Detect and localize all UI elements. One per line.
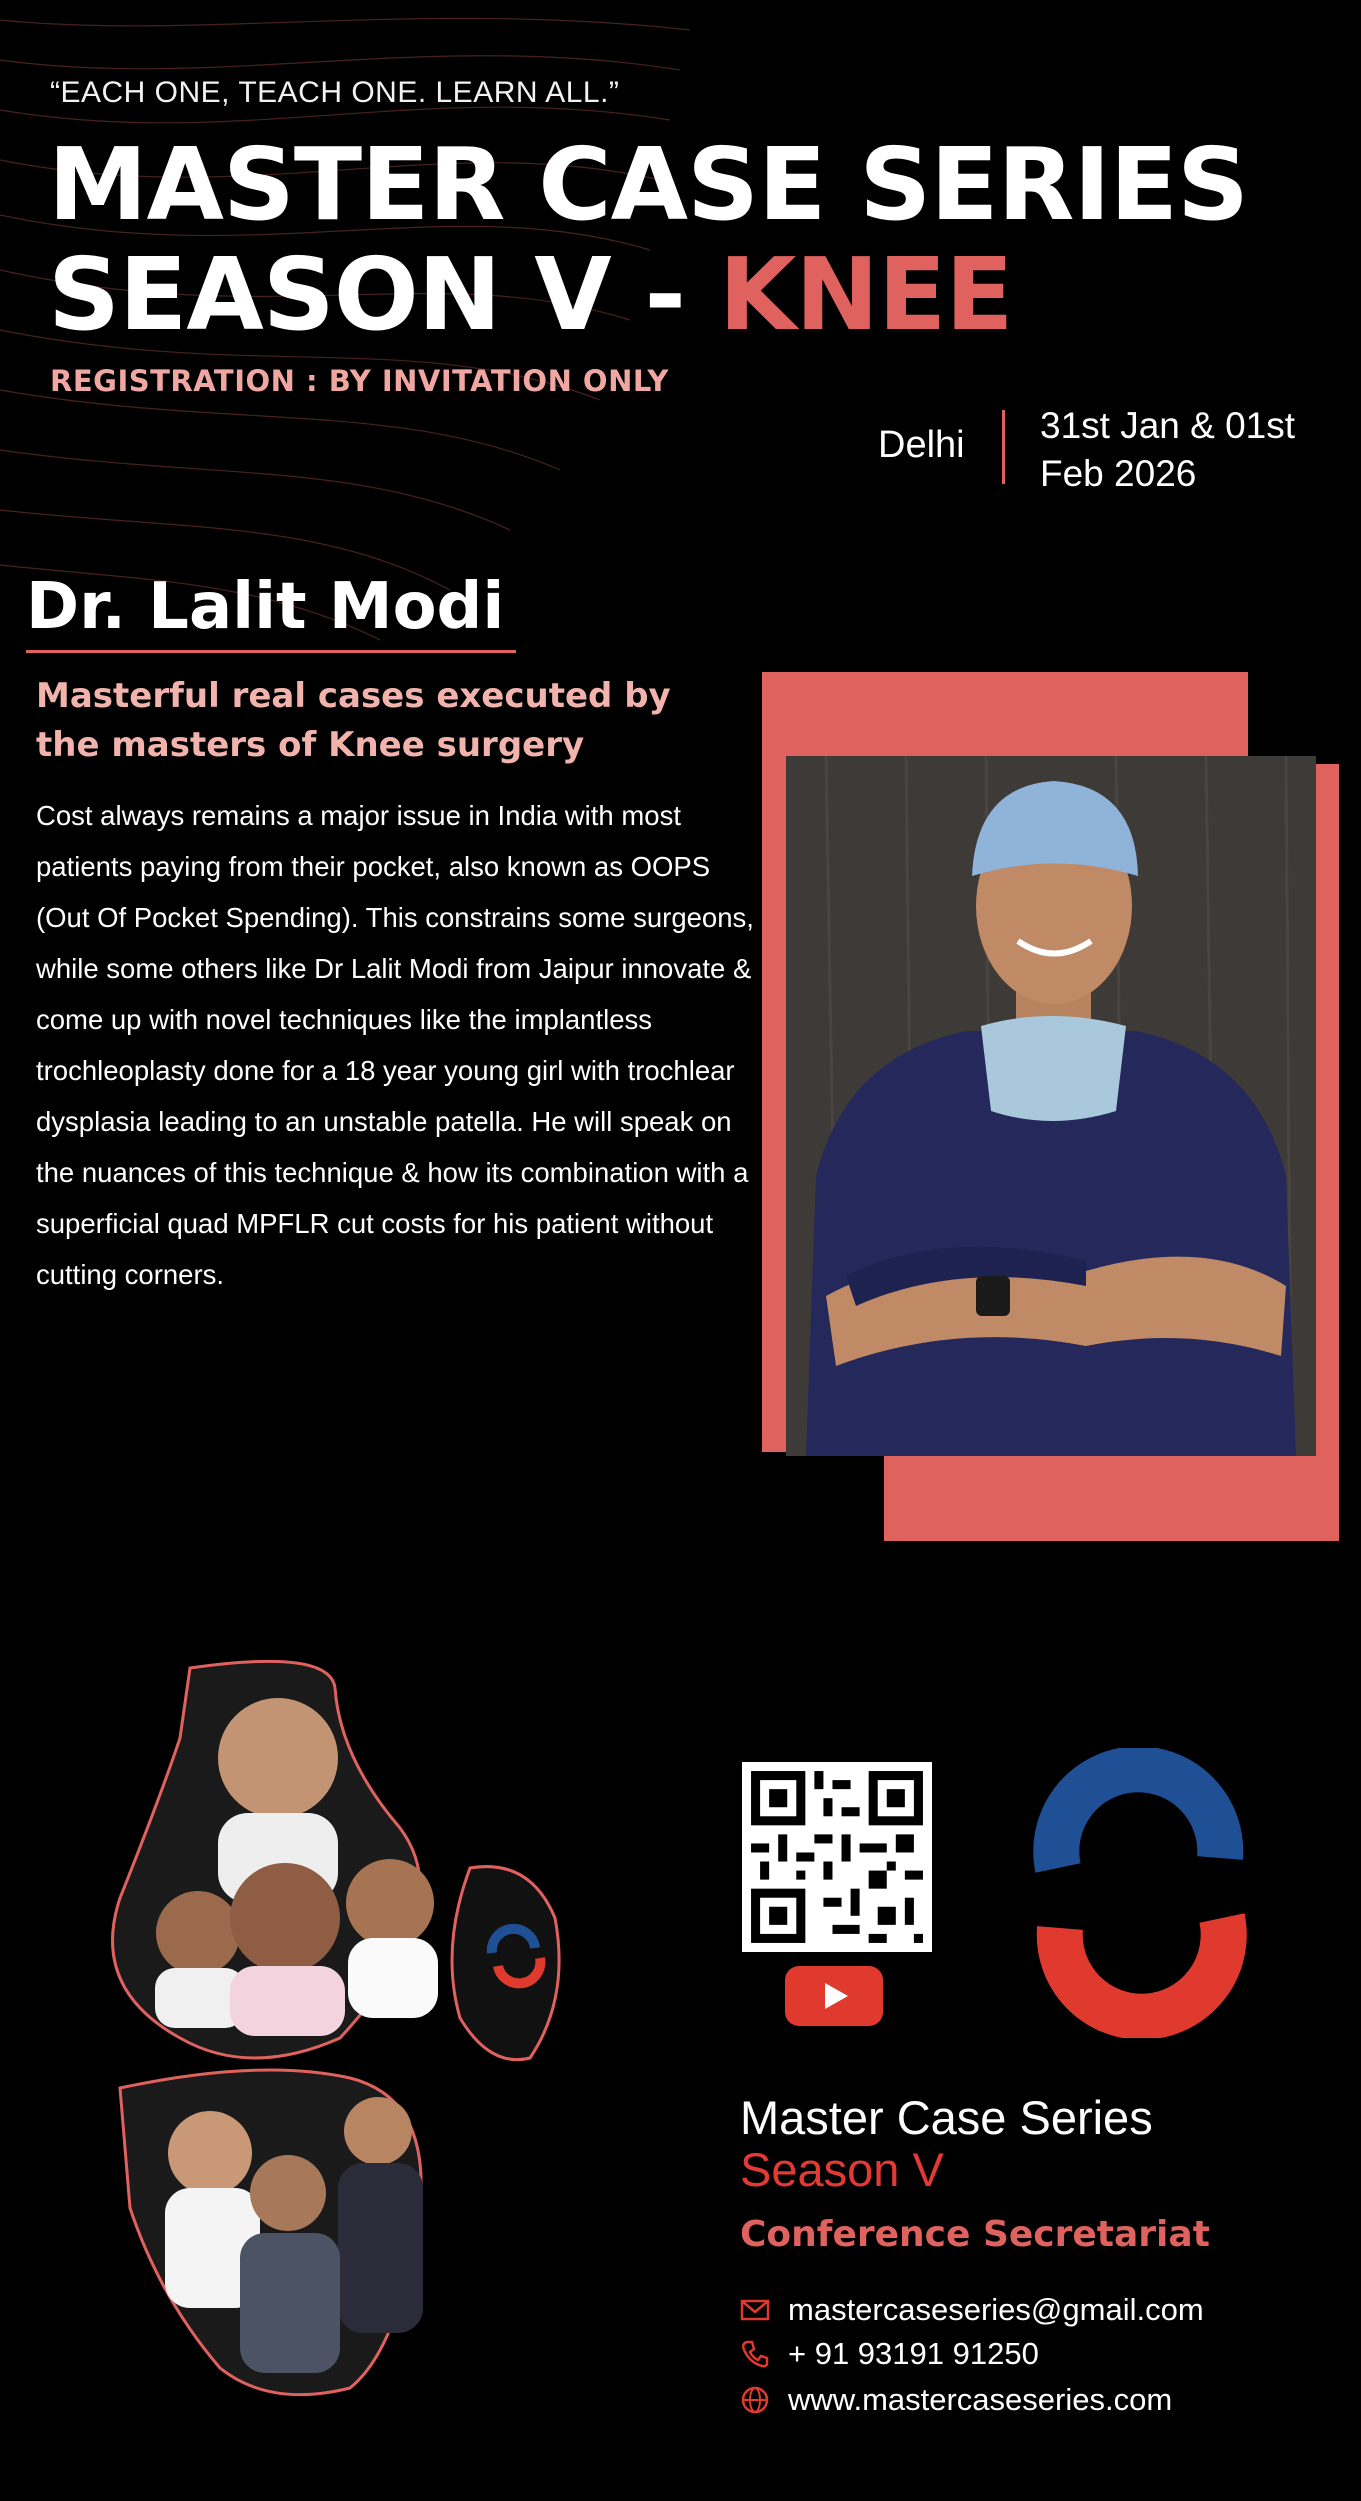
speaker-name: Dr. Lalit Modi <box>26 570 505 644</box>
speaker-subheading <box>36 672 736 770</box>
globe-icon <box>740 2385 770 2415</box>
dates-line-1: 31st Jan & 01st <box>1040 405 1296 446</box>
mcs-logo-icon <box>1030 1748 1250 2038</box>
title-season: SEASON V - <box>48 236 685 353</box>
website-text: www.mastercaseseries.com <box>788 2382 1173 2417</box>
qr-code-icon[interactable] <box>742 1762 932 1952</box>
title-knee: KNEE <box>718 236 1013 353</box>
subheading-line-2: the masters of Knee surgery <box>36 725 585 765</box>
org-season: Season V <box>740 2143 944 2196</box>
contact-website[interactable] <box>740 2380 1340 2420</box>
phone-icon <box>740 2339 770 2369</box>
contact-email[interactable] <box>740 2290 1340 2330</box>
speaker-bio: Cost always remains a major issue in India with most patients paying from their pocket, also known as OOPS (Out Of Pocket Spending). This constrains some surgeons, while some others like Dr Lalit Modi from Jaipur innovate & come up with novel techniques like the implantless trochleoplasty done for a 18 year young girl with trochlear dysplasia leading to an unstable patella. He will speak on the nuances of this technique & how its combination with a superficial quad MPFLR cut costs for his patient without cutting corners. <box>36 800 754 1290</box>
date-divider <box>1002 410 1005 484</box>
event-city: Delhi <box>878 424 965 466</box>
faculty-collage <box>100 1648 580 2408</box>
registration-note: REGISTRATION : BY INVITATION ONLY <box>50 364 669 398</box>
youtube-icon[interactable] <box>785 1966 883 2026</box>
mail-icon <box>740 2295 770 2325</box>
event-dates <box>1040 402 1295 498</box>
secretariat-heading: Conference Secretariat <box>740 2214 1210 2255</box>
subheading-line-1: Masterful real cases executed by <box>36 676 671 716</box>
contact-phone[interactable] <box>740 2334 1340 2374</box>
page-title <box>48 126 1249 353</box>
title-line-2 <box>48 236 1248 353</box>
tagline: “EACH ONE, TEACH ONE. LEARN ALL.” <box>50 76 620 109</box>
phone-text: + 91 93191 91250 <box>788 2336 1039 2371</box>
org-name: Master Case Series <box>740 2091 1153 2144</box>
name-underline <box>26 650 516 653</box>
speaker-photo <box>786 756 1316 1456</box>
email-text: mastercaseseries@gmail.com <box>788 2292 1204 2327</box>
title-line-1: MASTER CASE SERIES <box>48 126 1249 243</box>
dates-line-2: Feb 2026 <box>1040 453 1197 494</box>
